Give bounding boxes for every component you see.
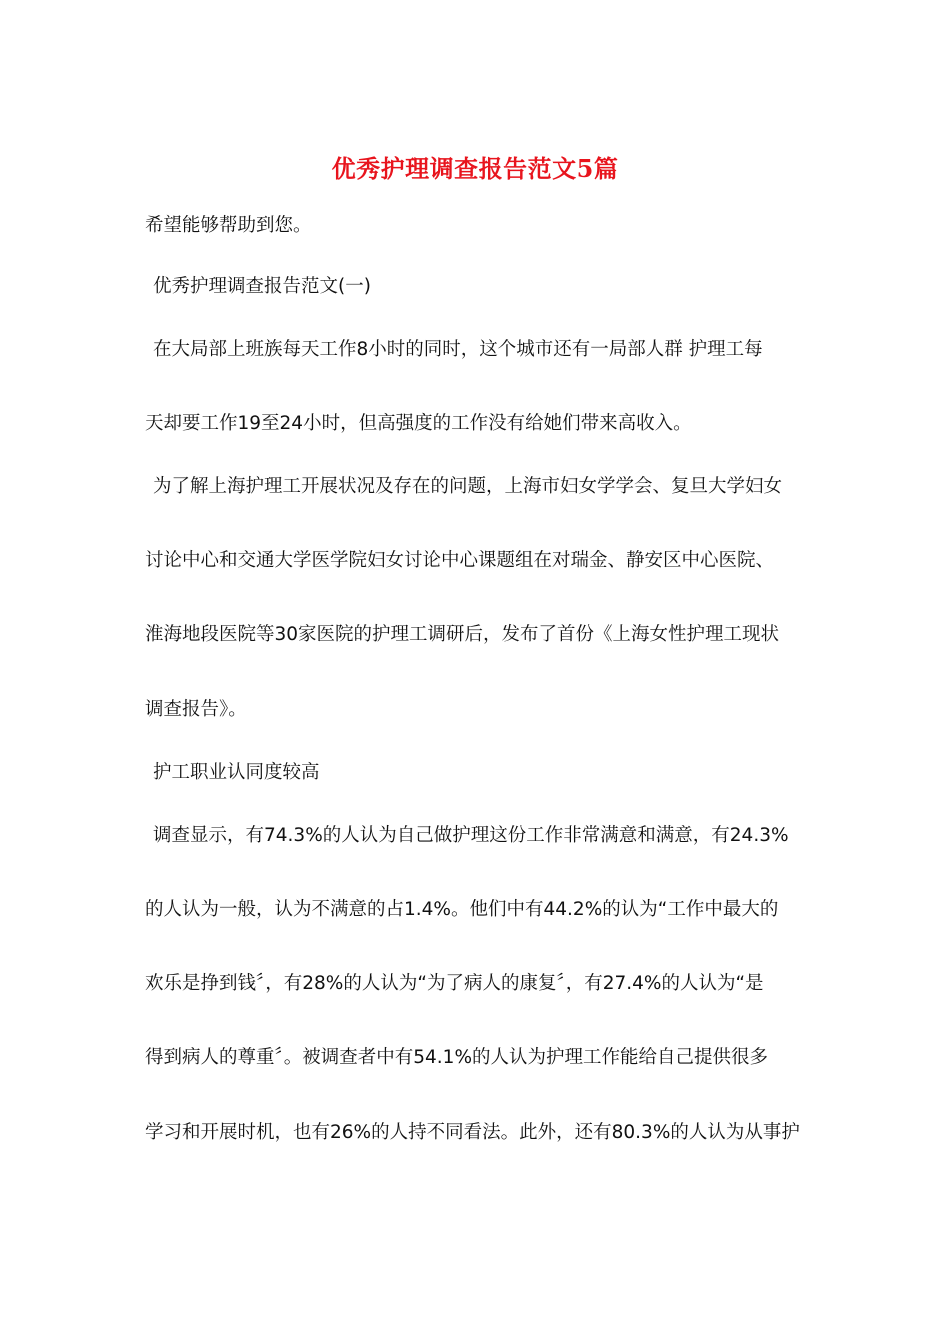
- paragraph-line: 得到病人的尊重〞。被调查者中有54.1%的人认为护理工作能给自己提供很多: [145, 1047, 769, 1068]
- paragraph-line: 淮海地段医院等30家医院的护理工调研后，发布了首份《上海女性护理工现状: [145, 624, 780, 645]
- paragraph-line: 调查显示，有74.3%的人认为自己做护理这份工作非常满意和满意，有24.3%: [153, 825, 789, 846]
- paragraph-line: 讨论中心和交通大学医学院妇女讨论中心课题组在对瑞金、静安区中心医院、: [145, 550, 775, 571]
- section-heading: 护工职业认同度较高: [153, 762, 320, 783]
- document-title: 优秀护理调查报告范文5篇: [331, 154, 619, 183]
- paragraph-line: 为了解上海护理工开展状况及存在的问题，上海市妇女学学会、复旦大学妇女: [153, 476, 783, 497]
- paragraph-line: 在大局部上班族每天工作8小时的同时，这个城市还有一局部人群 护理工每: [153, 339, 763, 360]
- paragraph-line: 欢乐是挣到钱〞，有28%的人认为“为了病人的康复〞，有27.4%的人认为“是: [145, 973, 764, 994]
- section-heading: 优秀护理调查报告范文(一): [153, 276, 371, 297]
- paragraph-line: 调查报告》。: [145, 699, 247, 720]
- paragraph-line: 学习和开展时机，也有26%的人持不同看法。此外，还有80.3%的人认为从事护: [145, 1122, 800, 1143]
- paragraph-line: 希望能够帮助到您。: [145, 215, 312, 236]
- paragraph-line: 的人认为一般，认为不满意的占1.4%。他们中有44.2%的认为“工作中最大的: [145, 899, 779, 920]
- paragraph-line: 天却要工作19至24小时，但高强度的工作没有给她们带来高收入。: [145, 413, 692, 434]
